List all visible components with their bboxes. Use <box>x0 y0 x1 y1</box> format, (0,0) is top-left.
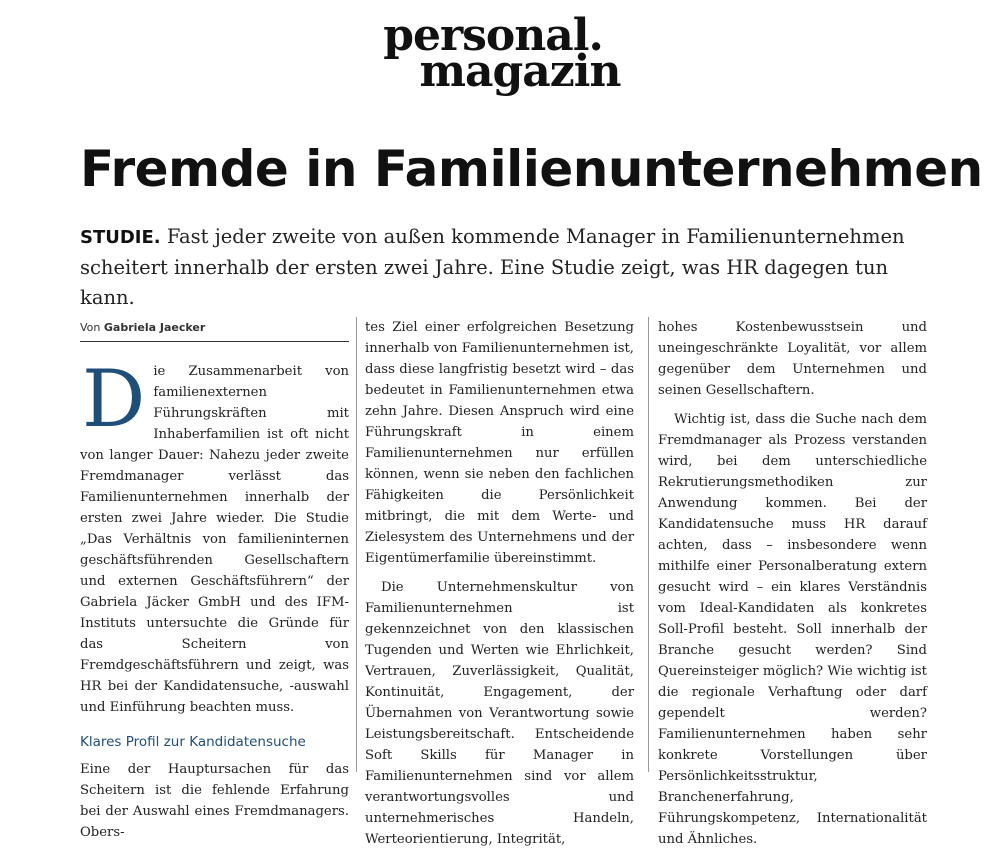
column-divider <box>648 317 649 772</box>
byline-prefix: Von <box>80 321 101 334</box>
publication-logo <box>0 10 1000 97</box>
article-column-1 <box>80 317 349 843</box>
drop-cap: D <box>82 353 146 445</box>
body-paragraph: Eine der Hauptursachen für das Scheitern ist die fehlende Erfahrung bei der Auswahl eines Fremdmanagers. Obers- <box>80 762 349 840</box>
article-headline: Fremde in Familienunternehmen <box>80 140 983 198</box>
article-column-3 <box>658 317 927 850</box>
intro-text: ie Zusammenarbeit von familienexternen Führungskräften mit Inhaberfamilien ist oft nicht von langer Dauer: Nahezu jeder zweite Fremdmanager verlässt das Familienunternehmen innerhalb der ersten zwei Jahre wieder. Die Studie „Das Verhältnis von familieninternen geschäftsführenden Gesellschaftern und externen Geschäftsführern“ der Gabriela Jäcker GmbH und des IFM-Instituts untersuchte die Gründe für das Scheitern von Fremdgeschäftsführern und zeigt, was HR bei der Kandidatensuche, -auswahl und Einführung beachten muss. <box>80 364 349 715</box>
article-column-2 <box>365 317 634 850</box>
body-paragraph: tes Ziel einer erfolgreichen Besetzung innerhalb von Familienunternehmen ist, dass diese langfristig besetzt wird – das bedeutet in Familienunternehmen etwa zehn Jahre. Diesen Anspruch wird eine Führungskraft in einem Familienunternehmen nur erfüllen können, wenn sie neben den fachlichen Fähigkeiten die Persönlichkeit mitbringt, die mit dem Werte- und Zielesystem des Unternehmens und der Eigentümerfamilie übereinstimmt. <box>365 320 634 566</box>
body-paragraph: hohes Kostenbewusstsein und uneingeschränkte Loyalität, vor allem gegenüber dem Unternehmen und seinen Gesellschaftern. <box>658 320 927 398</box>
body-paragraph: Wichtig ist, dass die Suche nach dem Fremdmanager als Prozess verstanden wird, bei dem unterschiedliche Rekrutierungsmethodiken zur Anwendung kommen. Bei der Kandidatensuche muss HR darauf achten, dass – insbesondere wenn mithilfe einer Personalberatung extern gesucht wird – ein klares Verständnis vom Ideal-Kandidaten als konkretes Soll-Profil besteht. Soll innerhalb der Branche gesucht werden? Sind Quereinsteiger möglich? Wie wichtig ist die regionale Verhaftung oder darf gependelt werden? Familienunternehmen haben sehr konkrete Vorstellungen über Persönlichkeitsstruktur, Branchenerfahrung, Führungskompetenz, Internationalität und Ähnliches. <box>658 412 927 847</box>
byline-author: Gabriela Jaecker <box>103 321 206 334</box>
intro-paragraph <box>80 353 349 718</box>
article-lead <box>80 222 940 313</box>
body-paragraph: Die Unternehmenskultur von Familienunternehmen ist gekennzeichnet von den klassischen Tugenden und Werten wie Ehrlichkeit, Vertrauen, Zuverlässigkeit, Qualität, Kontinuität, Engagement, der Übernahmen von Verantwortung sowie Leistungsbereitschaft. Entscheidende Soft Skills für Manager in Familienunternehmen sind vor allem verantwortungsvolles und unternehmerisches Handeln, Werteorientierung, Integrität, <box>365 580 634 847</box>
byline <box>80 317 349 342</box>
column-divider <box>356 317 357 772</box>
lead-text: Fast jeder zweite von außen kommende Manager in Familienunternehmen scheitert innerhalb der ersten zwei Jahre. Eine Studie zeigt, was HR dagegen tun kann. <box>80 225 905 309</box>
lead-kicker: STUDIE. <box>80 227 161 248</box>
logo-line-1: personal. <box>383 10 603 61</box>
logo-line-2: magazin <box>419 46 621 97</box>
section-subhead: Klares Profil zur Kandidatensuche <box>80 734 306 750</box>
